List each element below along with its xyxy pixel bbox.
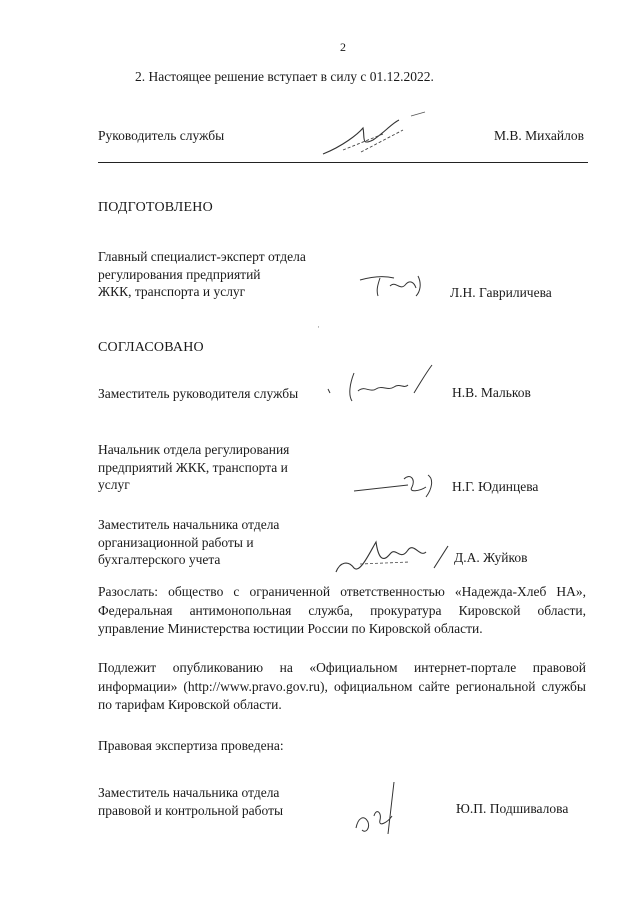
role-line: регулирования предприятий xyxy=(98,266,261,282)
head-name: М.В. Михайлов xyxy=(493,128,584,143)
agreed-signature-3 xyxy=(330,532,460,576)
agreed-name-3: Д.А. Жуйков xyxy=(454,550,528,565)
role-line: Начальник отдела регулирования xyxy=(98,442,290,457)
distribution-text: Разослать: общество с ограниченной ответственностью «Надежда-Хлеб НА», Федеральная антимонопольная служба, прокуратура Кировской области, управление Министерства юстиции России по Кировской области. xyxy=(98,584,586,636)
effective-date-clause: 2. Настоящее решение вступает в силу с 01.12.2022. xyxy=(135,69,434,84)
page-number: 2 xyxy=(340,40,346,54)
role-line: Заместитель начальника отдела xyxy=(98,785,280,800)
role-line: Заместитель начальника отдела xyxy=(98,517,280,532)
distribution-paragraph xyxy=(98,583,586,639)
agreed-name-2: Н.Г. Юдинцева xyxy=(452,479,539,494)
role-line: Главный специалист-эксперт отдела xyxy=(98,249,306,264)
head-signature-block xyxy=(98,128,588,168)
role-line: ЖКК, транспорта и услуг xyxy=(98,284,246,299)
agreed-name-1: Н.В. Мальков xyxy=(452,385,531,400)
agreed-signer-2 xyxy=(98,441,588,497)
agreed-signature-1 xyxy=(320,363,440,407)
legal-review-signature xyxy=(348,778,408,838)
role-line: Заместитель руководителя службы xyxy=(98,386,299,401)
publication-text: Подлежит опубликованию на «Официальном интернет-портале правовой информации» (http://www.pravo.gov.ru), официальном сайте региональной службы по тарифам Кировской области. xyxy=(98,660,586,712)
prepared-title: ПОДГОТОВЛЕНО xyxy=(98,200,213,215)
signature-divider xyxy=(98,162,588,163)
head-signature xyxy=(303,110,453,170)
agreed-signer-3 xyxy=(98,516,588,574)
publication-paragraph xyxy=(98,659,586,715)
agreed-role xyxy=(98,516,279,569)
agreed-role xyxy=(98,385,298,403)
legal-review-signer xyxy=(98,784,588,834)
role-line: организационной работы и xyxy=(98,534,254,550)
role-line: бухгалтерского учета xyxy=(98,552,221,567)
legal-review-role xyxy=(98,784,283,819)
agreed-signer-1 xyxy=(98,385,588,415)
prepared-signature xyxy=(356,270,436,300)
prepared-signer xyxy=(98,248,588,308)
role-line: правовой и контрольной работы xyxy=(98,802,284,818)
agreed-signature-2 xyxy=(348,465,448,499)
role-line: услуг xyxy=(98,477,130,492)
scan-mark: · xyxy=(317,322,320,332)
prepared-name: Л.Н. Гавриличева xyxy=(450,285,552,300)
prepared-role xyxy=(98,248,306,301)
agreed-role xyxy=(98,441,289,494)
role-line: предприятий ЖКК, транспорта и xyxy=(98,459,288,475)
legal-review-title: Правовая экспертиза проведена: xyxy=(98,738,284,753)
head-role: Руководитель службы xyxy=(98,128,225,143)
agreed-title: СОГЛАСОВАНО xyxy=(98,340,204,355)
legal-review-name: Ю.П. Подшивалова xyxy=(456,801,569,816)
